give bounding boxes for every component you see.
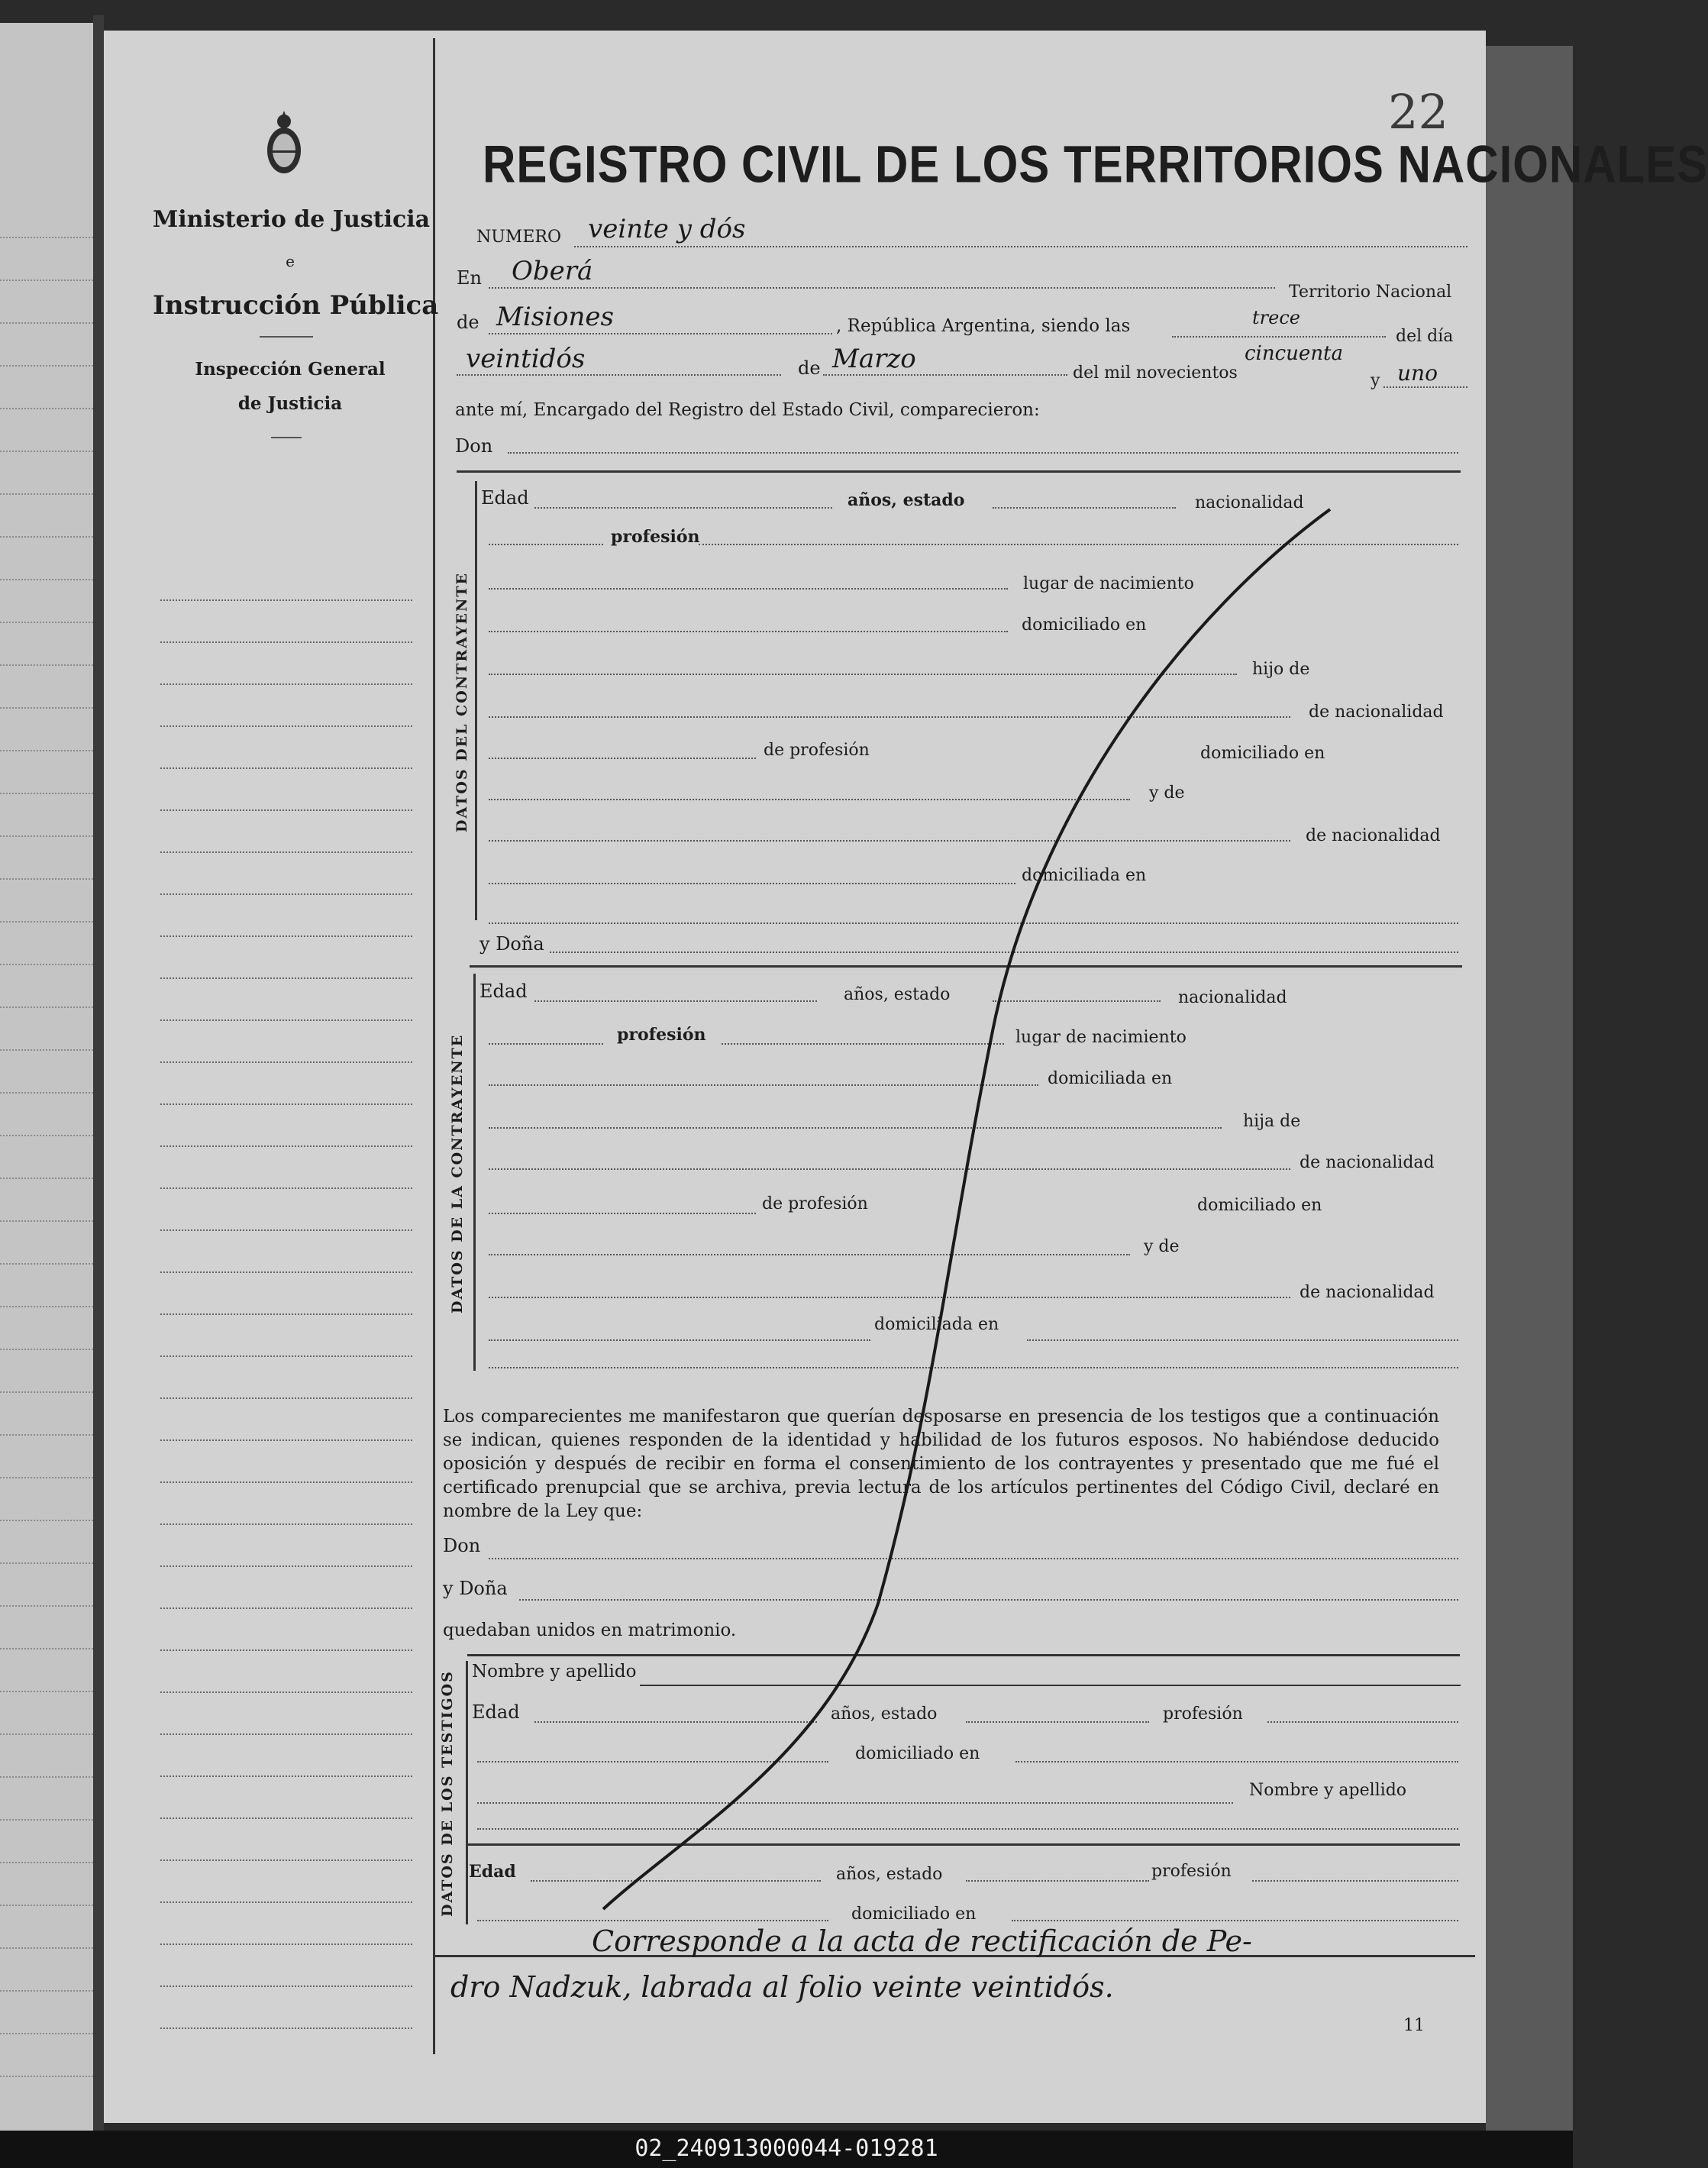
anio-value1: cincuenta [1245, 342, 1344, 365]
f-domiciliado-en: domiciliado en [1197, 1196, 1322, 1215]
left-page-rule [0, 279, 93, 281]
left-page-rule [0, 1006, 93, 1008]
don-line [508, 452, 1458, 454]
c-domiciliada-en: domiciliada en [1022, 866, 1147, 885]
f-row5-line [489, 1168, 1290, 1170]
margin-rule [160, 1481, 412, 1483]
en-line [489, 287, 1275, 289]
t-edad-1-line [534, 1721, 817, 1723]
t-row7-tail-line [1012, 1920, 1458, 1921]
margin-rule [160, 1859, 412, 1861]
c-hijo-de-label: hijo de [1252, 660, 1310, 679]
ministry-line2: Instrucción Pública [153, 290, 439, 321]
contrayente-bracket [475, 481, 477, 920]
margin-rule [160, 725, 412, 727]
margin-rule [160, 1649, 412, 1651]
c-row3-line [489, 588, 1008, 590]
f-row9-line [489, 1339, 870, 1341]
c-domiciliado-label: domiciliado en [1022, 616, 1147, 635]
ministry-conjunction: e [286, 252, 295, 270]
left-page-rule [0, 1819, 93, 1821]
left-page-rule [0, 1092, 93, 1094]
c-edad-line [534, 507, 832, 509]
f-domiciliada-label: domiciliada en [1048, 1069, 1173, 1088]
f-lugar-nacimiento-label: lugar de nacimiento [1015, 1028, 1187, 1047]
t-nombre-2: Nombre y apellido [1249, 1781, 1407, 1800]
t-row3-tail-line [1015, 1761, 1458, 1763]
anio-conjunction: y [1371, 371, 1380, 390]
f-nacionalidad-label: nacionalidad [1178, 988, 1287, 1007]
t-row3-line [477, 1761, 828, 1763]
y-dona-label: y Doña [479, 933, 544, 955]
left-page-rule [0, 793, 93, 794]
margin-rule [160, 935, 412, 937]
left-page-rule [0, 835, 93, 837]
c-de-nacionalidad-1: de nacionalidad [1309, 703, 1444, 722]
f-de-nacionalidad-1: de nacionalidad [1300, 1153, 1435, 1172]
anio-line [1384, 386, 1467, 388]
margin-rule [160, 1397, 412, 1399]
margin-rule [160, 1775, 412, 1777]
margin-rule [160, 1061, 412, 1063]
coat-of-arms-icon [263, 111, 305, 176]
margin-rule [160, 1943, 412, 1945]
margin-rule [160, 1313, 412, 1315]
numero-label: NUMERO [476, 228, 561, 247]
margin-rule [160, 1733, 412, 1735]
contrayenta-section-label: DATOS DE LA CONTRAYENTE [449, 1033, 466, 1313]
y-dona-line [550, 952, 1458, 953]
c-lugar-nacimiento-label: lugar de nacimiento [1023, 574, 1194, 593]
inspection-divider [271, 437, 302, 438]
t-estado-1-line [966, 1721, 1149, 1723]
left-page-rule [0, 622, 93, 623]
t-nombre-1: Nombre y apellido [472, 1662, 637, 1682]
mil-label: del mil novecientos [1073, 363, 1238, 383]
left-page-rule [0, 1135, 93, 1136]
left-page-rule [0, 408, 93, 409]
left-page-rule [0, 2076, 93, 2077]
f-profesion-label: profesión [617, 1025, 706, 1045]
margin-rule [160, 599, 412, 601]
c-edad-label: Edad [481, 487, 529, 509]
left-page-rule [0, 1520, 93, 1521]
c-row6-line [489, 716, 1290, 718]
t-edad-1: Edad [472, 1701, 520, 1723]
mes-value: Marzo [832, 344, 916, 374]
dia-line [457, 374, 781, 376]
left-page-rule [0, 2033, 93, 2034]
contrayente-section-label: DATOS DEL CONTRAYENTE [454, 572, 470, 832]
f-row8-line [489, 1297, 1290, 1298]
c-nacionalidad-label: nacionalidad [1195, 493, 1304, 512]
f-profesion-line [722, 1043, 1004, 1045]
c-profesion-line [699, 544, 1458, 545]
margin-rule [160, 851, 412, 853]
margin-rule [160, 1607, 412, 1609]
page-edge-shadow [1486, 46, 1573, 2138]
margin-rule [160, 1145, 412, 1147]
c-anios-estado-label: años, estado [848, 490, 965, 510]
t-profesion-1-line [1267, 1721, 1458, 1723]
margin-rule [160, 1103, 412, 1105]
margin-rule [160, 893, 412, 895]
left-page-rule [0, 1391, 93, 1393]
f-row7-line [489, 1254, 1130, 1255]
left-page-rule [0, 1306, 93, 1307]
c-row5-line [489, 674, 1237, 675]
left-page-rule [0, 921, 93, 922]
left-page-rule [0, 322, 93, 324]
left-page-rule [0, 536, 93, 538]
t-row5-line [477, 1828, 1458, 1830]
ministry-divider [260, 336, 313, 338]
inspection-line2: de Justicia [237, 393, 343, 414]
c-de-nacionalidad-2: de nacionalidad [1306, 826, 1441, 845]
left-page-rule [0, 1049, 93, 1051]
left-facing-page [0, 23, 93, 2131]
t-profesion-1: profesión [1163, 1704, 1243, 1724]
contrayenta-bracket [473, 974, 476, 1371]
left-page-rule [0, 1263, 93, 1265]
f-edad-line [534, 1000, 817, 1002]
margin-rule [160, 809, 412, 811]
territorio-label: Territorio Nacional [1289, 283, 1452, 302]
declaration-text: Los comparecientes me manifestaron que querían desposarse en presencia de los testigos que a continuación se indican, quienes responden de la identidad y habilidad de los futuros esposos. No habiéndose deducido oposición y después de recibir en forma el consentimiento de los contrayentes y presentado que me fué el certificado prenupcial que se archiva, previa lectura de los artículos pertinentes del Código Civil, declaré en nombre de la Ley que: [443, 1407, 1439, 1521]
margin-rule [160, 1817, 412, 1819]
margin-rule [160, 1187, 412, 1189]
left-page-rule [0, 1691, 93, 1692]
testigos-mid-rule [467, 1843, 1460, 1846]
left-page-rule [0, 1178, 93, 1179]
t-row7-line [477, 1920, 828, 1921]
t-nombre-1-line [640, 1685, 1461, 1686]
c-domiciliado-en-2: domiciliado en [1200, 744, 1325, 763]
left-page-rule [0, 1434, 93, 1436]
margin-rule [160, 1523, 412, 1525]
t-profesion-2: profesión [1151, 1862, 1232, 1881]
margin-rule [160, 1901, 412, 1903]
f-row6-line [489, 1213, 756, 1214]
t-domiciliado-1: domiciliado en [855, 1744, 980, 1763]
left-page-rule [0, 579, 93, 580]
section-rule-1 [457, 470, 1461, 473]
left-page-rule [0, 1648, 93, 1649]
left-page-rule [0, 1776, 93, 1778]
margin-rule [160, 767, 412, 769]
f-domiciliada-en-2: domiciliada en [874, 1315, 999, 1334]
scan-image-id: 02_240913000044-019281 [634, 2135, 938, 2162]
c-profesion-label: profesión [611, 527, 700, 547]
numero-line [574, 246, 1467, 247]
f-de-profesion-label: de profesión [762, 1194, 868, 1213]
testigos-bracket [466, 1661, 468, 1924]
c-row7-line [489, 758, 756, 759]
margin-rule [160, 1229, 412, 1231]
left-page-rule [0, 365, 93, 367]
f-hija-de-label: hija de [1243, 1112, 1301, 1131]
left-page-rule [0, 237, 93, 238]
de-line [489, 333, 832, 334]
ministry-line1: Ministerio de Justicia [153, 206, 431, 233]
testigos-section-label: DATOS DE LOS TESTIGOS [439, 1670, 456, 1917]
left-page-rule [0, 493, 93, 495]
margin-rule [160, 1019, 412, 1021]
left-page-rule [0, 1990, 93, 1992]
c-pre-profesion-line [489, 544, 603, 545]
ante-mi-text: ante mí, Encargado del Registro del Estado Civil, comparecieron: [455, 400, 1040, 420]
t-edad-2-line [531, 1880, 821, 1882]
de-value: Misiones [496, 302, 614, 332]
margin-rule [160, 1691, 412, 1693]
book-binding [93, 15, 104, 2138]
inspection-line1: Inspección General [195, 359, 386, 380]
left-page-rule [0, 1605, 93, 1607]
left-page-rule [0, 1733, 93, 1735]
f-pre-profesion-line [489, 1043, 603, 1045]
folio-number: 22 [1388, 84, 1448, 140]
t-profesion-2-line [1252, 1880, 1458, 1882]
margin-rule [160, 1355, 412, 1357]
margin-rule [160, 2027, 412, 2029]
f-row10-line [489, 1367, 1458, 1368]
quedaban-text: quedaban unidos en matrimonio. [443, 1620, 737, 1640]
f-row3-line [489, 1084, 1038, 1086]
horas-value: trece [1252, 307, 1300, 328]
c-row11-line [489, 922, 1458, 924]
horas-line [1172, 336, 1386, 338]
c-de-profesion-label: de profesión [764, 741, 870, 760]
t-row4-line [477, 1802, 1233, 1804]
left-page-rule [0, 1905, 93, 1906]
margin-rule [160, 683, 412, 685]
t-anios-estado-2: años, estado [836, 1865, 943, 1884]
left-page-rule [0, 1477, 93, 1478]
t-domiciliado-2: domiciliado en [851, 1905, 977, 1924]
don-label: Don [455, 435, 493, 457]
left-page-rule [0, 750, 93, 751]
section-rule-2 [470, 965, 1462, 968]
c-row10-line [489, 883, 1015, 884]
left-page-rule [0, 1947, 93, 1949]
left-page-rule [0, 707, 93, 709]
de-label: de [457, 312, 479, 333]
page-title: REGISTRO CIVIL DE LOS TERRITORIOS NACIONALES [483, 134, 1708, 194]
left-page-rule [0, 1349, 93, 1350]
decl-y-dona-line [519, 1599, 1458, 1601]
left-page-rule [0, 451, 93, 452]
numero-value: veinte y dós [588, 214, 746, 244]
mes-line [823, 374, 1067, 376]
f-row9-tail-line [1027, 1339, 1458, 1341]
section-rule-3 [467, 1654, 1460, 1656]
left-page-rule [0, 664, 93, 666]
de-mes-label: de [798, 357, 821, 379]
f-row4-line [489, 1127, 1222, 1129]
f-edad-label: Edad [479, 981, 528, 1002]
c-estado-line [993, 507, 1176, 509]
republica-label: , República Argentina, siendo las [836, 316, 1131, 336]
en-label: En [457, 267, 482, 289]
annotation-line1: Corresponde a la acta de rectificación de Pe- [592, 1924, 1252, 1958]
margin-rule [160, 1985, 412, 1987]
margin-rule [160, 1271, 412, 1273]
left-page-rule [0, 1862, 93, 1863]
margin-rule [160, 977, 412, 979]
margin-rule [160, 1565, 412, 1567]
c-y-de-label: y de [1149, 784, 1185, 803]
t-edad-2: Edad [469, 1862, 516, 1882]
c-row8-line [489, 799, 1130, 800]
t-anios-estado-1: años, estado [831, 1704, 938, 1724]
f-anios-estado-label: años, estado [844, 985, 951, 1004]
annotation-mark: 11 [1403, 2016, 1425, 2035]
left-page-rule [0, 964, 93, 965]
en-value: Oberá [512, 256, 593, 286]
f-de-nacionalidad-2: de nacionalidad [1300, 1283, 1435, 1302]
margin-rule [160, 1439, 412, 1441]
t-estado-2-line [966, 1880, 1149, 1882]
c-row4-line [489, 631, 1008, 632]
left-page-rule [0, 1562, 93, 1564]
f-estado-line [993, 1000, 1161, 1002]
margin-rule [160, 641, 412, 643]
anio-value2: uno [1397, 360, 1438, 386]
left-page-rule [0, 1220, 93, 1222]
decl-don-line [489, 1558, 1458, 1559]
decl-don-label: Don [443, 1535, 481, 1556]
decl-y-dona-label: y Doña [443, 1578, 508, 1599]
annotation-line2: dro Nadzuk, labrada al folio veinte veintidós. [450, 1970, 1114, 2004]
c-row9-line [489, 840, 1290, 842]
dia-value: veintidós [466, 344, 586, 374]
left-page-rule [0, 878, 93, 880]
f-y-de-label: y de [1144, 1237, 1180, 1256]
del-dia-label: del día [1396, 327, 1454, 346]
